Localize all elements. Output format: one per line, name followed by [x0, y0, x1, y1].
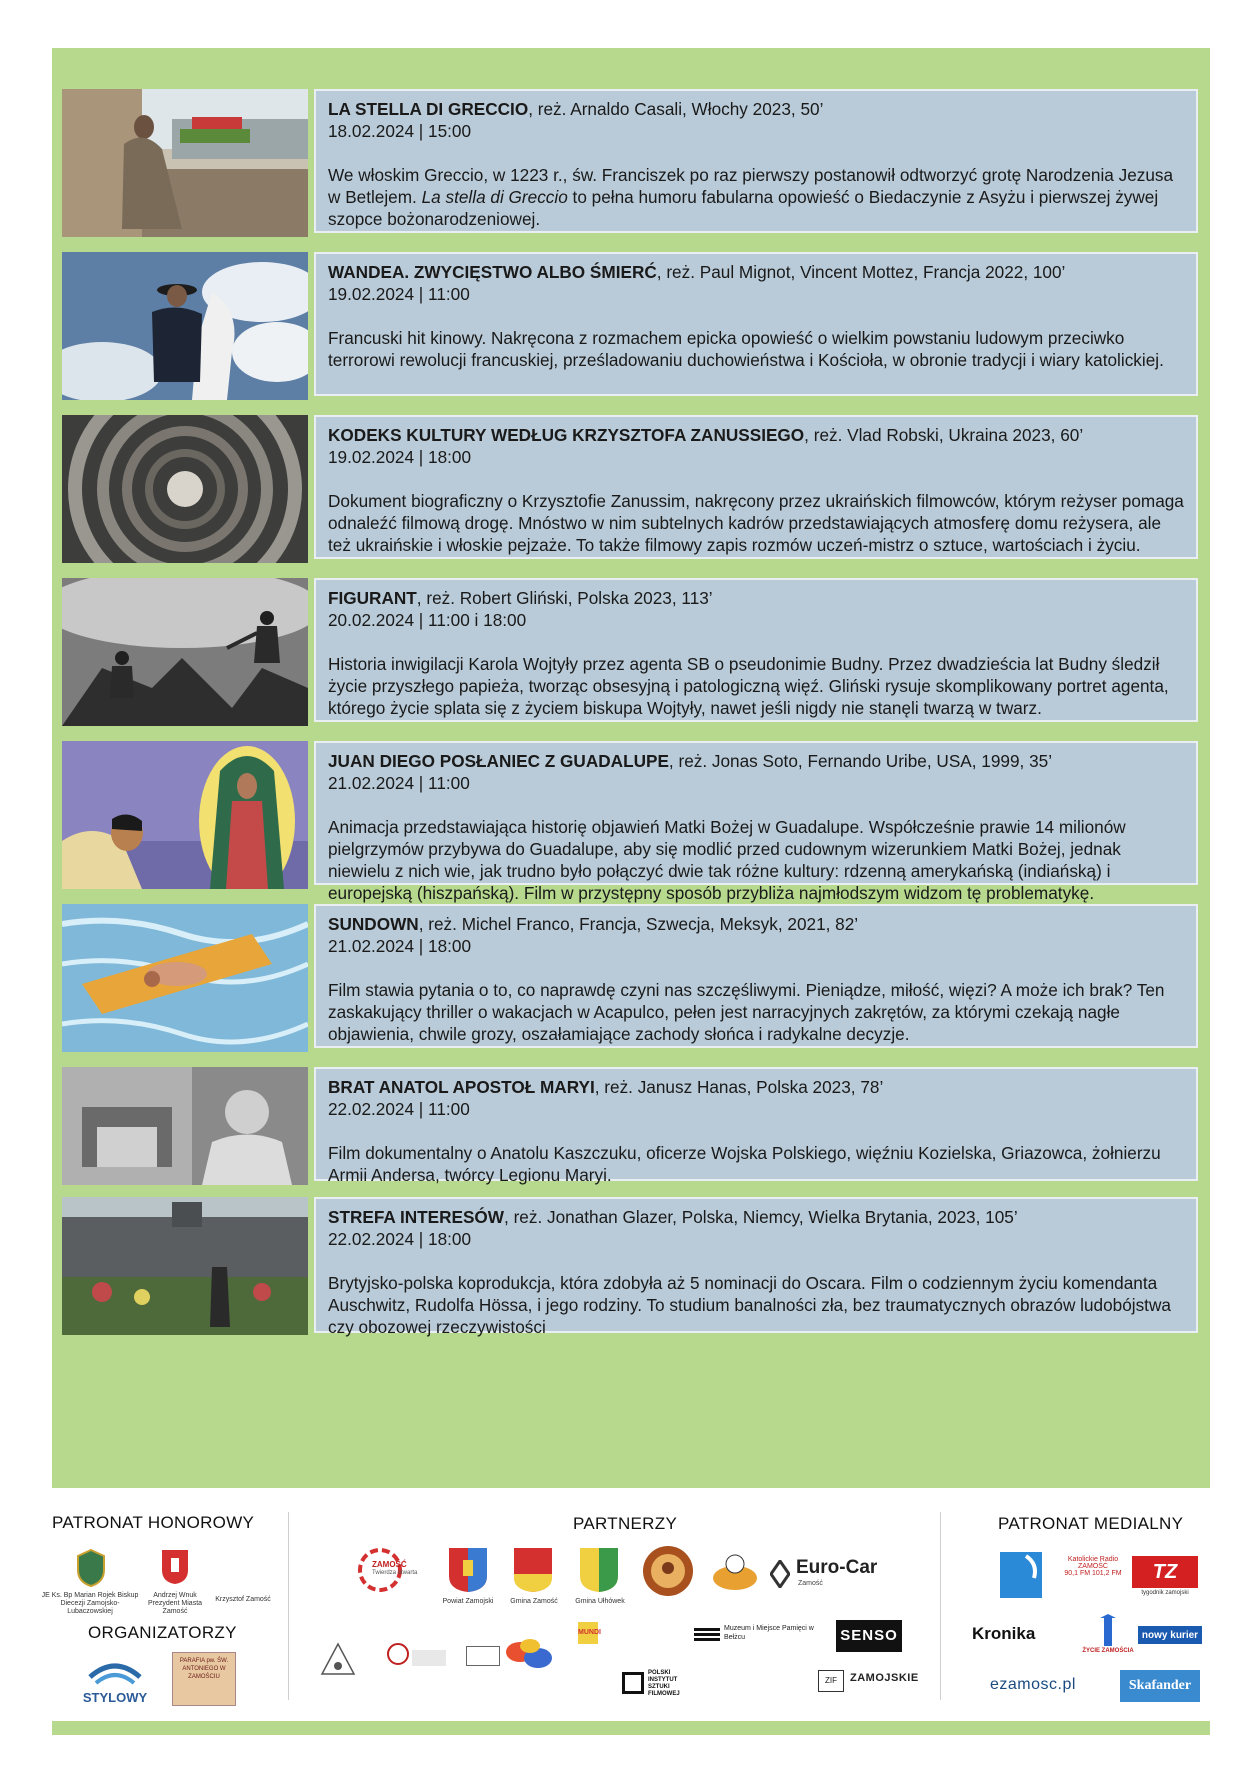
film-title: JUAN DIEGO POSŁANIEC Z GUADALUPE: [328, 751, 669, 771]
tygodnik-zamojski-logo: TZ: [1132, 1556, 1198, 1588]
film-entry: [62, 1197, 1204, 1335]
film-thumbnail: [62, 89, 308, 237]
film-thumbnail: [62, 415, 308, 563]
film-card: [314, 252, 1198, 396]
partner-label: POLSKI INSTYTUT SZTUKI FILMOWEJ: [648, 1670, 680, 1697]
film-card: [314, 1067, 1198, 1185]
film-card: [314, 1197, 1198, 1337]
bottom-green-bar: [52, 1721, 1210, 1735]
ezamosc-logo: ezamosc.pl: [990, 1676, 1076, 1693]
gmina-zamosc-crest-logo: [512, 1546, 554, 1594]
honorary-label: JE Ks. Bp Marian Rojek Biskup Diecezji Zamojsko-Lubaczowskiej: [41, 1592, 139, 1615]
film-title: SUNDOWN: [328, 914, 419, 934]
zif-icon: ZIF: [818, 1670, 844, 1692]
film-meta: , reż. Jonas Soto, Fernando Uribe, USA, 1999, 35’: [668, 751, 1053, 771]
eurocar-logo: Euro-Car: [796, 1557, 878, 1578]
film-title: FIGURANT: [328, 588, 417, 608]
film-card: [314, 578, 1198, 722]
partner-sub: Zamość: [798, 1580, 823, 1587]
film-card: [314, 904, 1198, 1048]
film-thumbnail: [62, 578, 308, 726]
film-date: 20.02.2024 | 11:00 i 18:00: [328, 610, 527, 630]
film-thumbnail: [62, 252, 308, 400]
festival-triangle-logo: [318, 1640, 358, 1680]
media-label: ŻYCIE ZAMOŚCIA: [1082, 1648, 1134, 1654]
polskie-radio-logo: [1000, 1552, 1042, 1598]
film-meta: , reż. Arnaldo Casali, Włochy 2023, 50’: [528, 99, 824, 119]
nowy-kurier-logo: nowy kurier: [1138, 1626, 1202, 1644]
film-meta: , reż. Paul Mignot, Vincent Mottez, Francja 2022, 100’: [656, 262, 1066, 282]
film-description: Film dokumentalny o Anatolu Kaszczuku, oficerze Wojska Polskiego, więźniu Kozielska, Griazowca, żołnierzu Armii Andersa, twórcy Legionu Maryi.: [328, 1143, 1161, 1185]
film-entry: [62, 252, 1204, 400]
partner-label: Gmina Zamość: [510, 1598, 558, 1605]
partnerzy-heading: PARTNERZY: [573, 1514, 678, 1533]
film-meta: , reż. Michel Franco, Francja, Szwecja, Meksyk, 2021, 82’: [418, 914, 859, 934]
film-date: 19.02.2024 | 18:00: [328, 447, 472, 467]
film-description: Francuski hit kinowy. Nakręcona z rozmachem epicka opowieść o wielkim powstaniu ludowym przeciwko terrorowi rewolucji francuskiej, prześladowaniu duchowieństwa i Kościoła, w obronie tradycji i wiary katolickiej.: [328, 328, 1164, 370]
gmina-ulhowek-crest-logo: [578, 1546, 620, 1594]
film-entry: [62, 415, 1204, 563]
film-title: STREFA INTERESÓW: [328, 1207, 505, 1227]
film-description: Dokument biograficzny o Krzysztofie Zanussim, nakręcony przez ukraińskich filmowców, którym reżyser pomaga odnaleźć filmową drogę. Mnóstwo w nim subtelnych kadrów przedstawiających atmosferę domu reżysera, ale też ukraińskie i włoskie pejzaże. To także filmowy zapis rozmów uczeń-mistrz o sztuce, wartościach i życiu.: [328, 491, 1184, 555]
film-entry: [62, 904, 1204, 1052]
film-meta: , reż. Robert Gliński, Polska 2023, 113’: [416, 588, 713, 608]
skafander-logo: Skafander: [1120, 1670, 1200, 1702]
film-entry: [62, 1067, 1204, 1185]
film-festival-logo: [384, 1640, 448, 1676]
patronat-honorowy-heading: PATRONAT HONOROWY: [52, 1513, 255, 1532]
film-title: LA STELLA DI GRECCIO: [328, 99, 529, 119]
film-description: Film stawia pytania o to, co naprawdę czyni nas szczęśliwymi. Pieniądze, miłość, więzi? A może ich brak? Ten zaskakujący thriller o wakacjach w Acapulco, pełen jest narracyjnych zakrętów, za którymi czekają nagłe objawienia, chwile grozy, oszałamiające zachody słońca i radykalne decyzje.: [328, 980, 1165, 1044]
powiat-crest-logo: [447, 1546, 489, 1594]
partner-sub: Twierdza otwarta: [372, 1570, 418, 1576]
partner-label: ZAMOJSKIE: [850, 1672, 919, 1684]
film-entry: [62, 578, 1204, 726]
senso-logo: SENSO: [836, 1620, 902, 1652]
film-date: 21.02.2024 | 11:00: [328, 773, 470, 793]
film-date: 22.02.2024 | 18:00: [328, 1229, 472, 1249]
film-card: [314, 741, 1198, 903]
bishop-crest-logo: [74, 1548, 108, 1588]
film-title: BRAT ANATOL APOSTOŁ MARYI: [328, 1077, 595, 1097]
film-thumbnail: [62, 741, 308, 889]
film-description: Animacja przedstawiająca historię objawień Matki Bożej w Guadalupe. Współcześnie prawie 14 milionów pielgrzymów przybywa do Guadalupe, aby się modlić przed cudownym wizerunkiem Matki Bożej, jednak niewielu z nich wie, jak trudno było połączyć dwie tak różne kultury: rdzenną amerykańską (indiańską) i europejską (hiszpańską). Film w przystępny sposób przybliża najmłodszym widzom tę problematykę.: [328, 817, 1126, 903]
film-date: 19.02.2024 | 11:00: [328, 284, 470, 304]
media-label: Katolickie Radio ZAMOŚĆ 90,1 FM 101,2 FM: [1064, 1556, 1122, 1577]
film-date: 21.02.2024 | 18:00: [328, 936, 472, 956]
parish-logo: PARAFIA pw. ŚW. ANTONIEGO W ZAMOŚCIU: [172, 1652, 236, 1706]
film-meta: , reż. Vlad Robski, Ukraina 2023, 60’: [804, 425, 1084, 445]
film-entry: [62, 89, 1204, 237]
footer-divider: [288, 1512, 289, 1700]
film-thumbnail: [62, 1067, 308, 1185]
film-description: We włoskim Greccio, w 1223 r., św. Franciszek po raz pierwszy postanowił odtworzyć grotę Narodzenia Jezusa w Betlejem. La stella di Greccio to pełna humoru fabularna opowieść o Biedaczynie z Asyżu i pierwszej żywej szopce bożonarodzeniowej.: [328, 165, 1174, 229]
pisf-icon: [622, 1672, 644, 1694]
bakery-logo: [710, 1552, 760, 1592]
belzec-museum-logo: [694, 1628, 720, 1642]
film-description: Historia inwigilacji Karola Wojtyły przez agenta SB o pseudonimie Budny. Przez dwadzieścia lat Budny śledził życie przyszłego papieża, tworząc obsesyjną i patologiczną więź. Gliński rysuje skomplikowany portret agenta, którego życie splata się z życiem biskupa Wojtyły, nawet jeśli nigdy nie stanęli twarzą w twarz.: [328, 654, 1169, 718]
film-card: [314, 89, 1198, 233]
organizatorzy-heading: ORGANIZATORZY: [88, 1623, 237, 1642]
media-sub: tygodnik zamojski: [1141, 1590, 1189, 1596]
partner-label: ZAMOŚĆ: [372, 1560, 407, 1569]
honorary-label: Andrzej Wnuk Prezydent Miasta Zamość: [147, 1592, 203, 1615]
renault-icon: [770, 1560, 790, 1588]
patronat-medialny-heading: PATRONAT MEDIALNY: [998, 1514, 1184, 1533]
fish-logo: [500, 1632, 560, 1676]
stylowy-label: STYLOWY: [82, 1690, 148, 1705]
film-date: 22.02.2024 | 11:00: [328, 1099, 470, 1119]
parish-seal-logo: [641, 1544, 695, 1598]
film-meta: , reż. Janusz Hanas, Polska 2023, 78’: [594, 1077, 884, 1097]
film-thumbnail: [62, 904, 308, 1052]
film-card: [314, 415, 1198, 559]
film-thumbnail: [62, 1197, 308, 1335]
zamosc-crest-logo: [160, 1548, 190, 1586]
film-description: Brytyjsko-polska koprodukcja, która zdobyła aż 5 nominacji do Oscara. Film o codziennym życiu komendanta Auschwitz, Rudolfa Hössa, i jego rodziny. To studium banalności zła, bez traumatycznych obrazów ludobójstwa czy obozowej rzeczywistości: [328, 1273, 1171, 1337]
footer-divider: [940, 1512, 941, 1700]
film-meta: , reż. Jonathan Glazer, Polska, Niemcy, Wielka Brytania, 2023, 105’: [504, 1207, 1018, 1227]
honorary-label: Krzysztof Zamość: [215, 1596, 271, 1603]
film-date: 18.02.2024 | 15:00: [328, 121, 472, 141]
logo-small: [466, 1646, 500, 1666]
partner-label: Powiat Zamojski: [442, 1598, 494, 1605]
partner-label: Gmina Ułhówek: [575, 1598, 625, 1605]
mundi-logo: MUNDI: [578, 1622, 598, 1644]
film-entry: [62, 741, 1204, 903]
partner-label: Muzeum i Miejsce Pamięci w Bełżcu: [724, 1625, 814, 1641]
kronika-logo: Kronika: [972, 1624, 1036, 1643]
film-title: WANDEA. ZWYCIĘSTWO ALBO ŚMIERĆ: [328, 262, 657, 282]
film-title: KODEKS KULTURY WEDŁUG KRZYSZTOFA ZANUSSIEGO: [328, 425, 805, 445]
